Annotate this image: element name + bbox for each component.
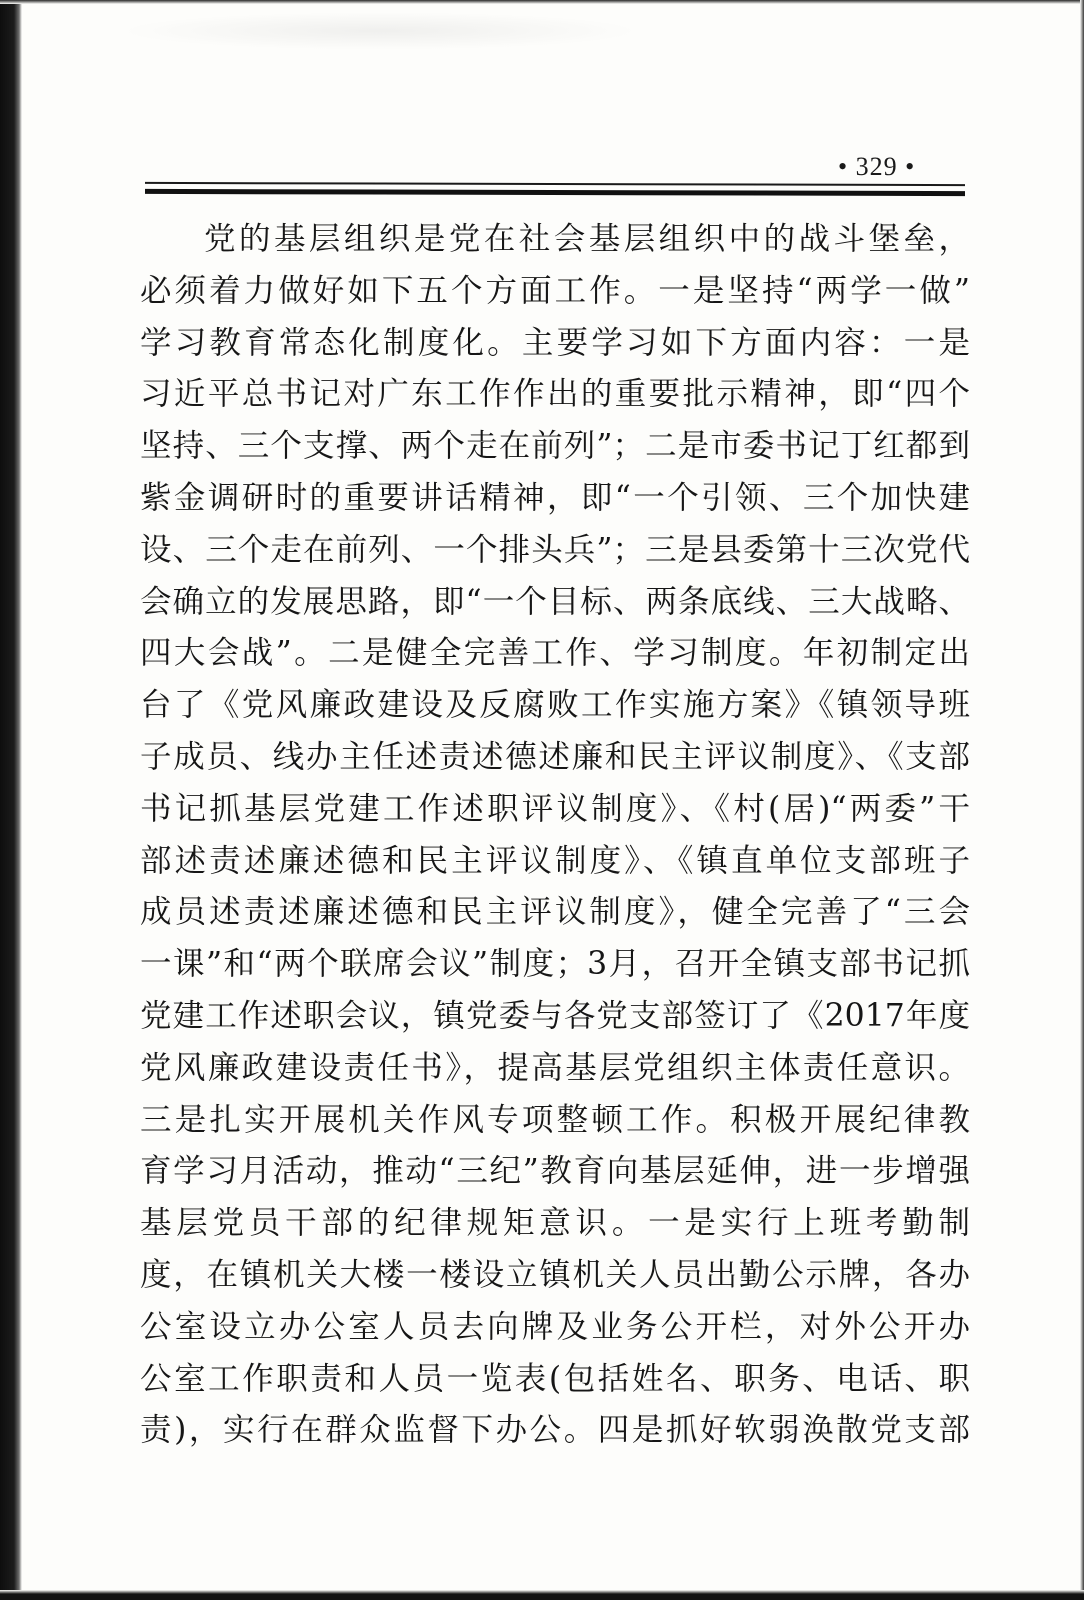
text-line: 坚持、三个支撑、两个走在前列”；二是市委书记丁红都到	[140, 428, 970, 465]
text-line: 四大会战”。二是健全完善工作、学习制度。年初制定出	[140, 635, 970, 672]
body-text	[140, 214, 970, 1457]
text-line: 公室设立办公室人员去向牌及业务公开栏，对外公开办	[140, 1308, 970, 1345]
text-line: 学习教育常态化制度化。主要学习如下方面内容：一是	[140, 324, 970, 361]
scan-right-border	[1080, 0, 1084, 1600]
scan-left-border	[0, 0, 22, 1600]
text-line: 书记抓基层党建工作述职评议制度》、《村(居)“两委”干	[140, 790, 970, 827]
text-line: 设、三个走在前列、一个排头兵”；三是县委第十三次党代	[140, 531, 970, 568]
text-line: 习近平总书记对广东工作作出的重要批示精神，即“四个	[140, 376, 970, 413]
text-line: 责)，实行在群众监督下办公。四是抓好软弱涣散党支部	[140, 1412, 970, 1449]
scan-bottom-border	[0, 1590, 1084, 1600]
text-line: 一课”和“两个联席会议”制度；3月，召开全镇支部书记抓	[140, 946, 970, 983]
text-line: 育学习月活动，推动“三纪”教育向基层延伸，进一步增强	[140, 1153, 970, 1190]
text-line: 部述责述廉述德和民主评议制度》、《镇直单位支部班子	[140, 842, 970, 879]
text-line: 度，在镇机关大楼一楼设立镇机关人员出勤公示牌，各办	[140, 1256, 970, 1293]
text-line: 会确立的发展思路，即“一个目标、两条底线、三大战略、	[140, 583, 970, 620]
text-line: 公室工作职责和人员一览表(包括姓名、职务、电话、职	[140, 1360, 970, 1397]
text-line: 党建工作述职会议，镇党委与各党支部签订了《2017年度	[140, 997, 970, 1034]
text-line: 党的基层组织是党在社会基层组织中的战斗堡垒，	[204, 221, 970, 257]
text-line: 成员述责述廉述德和民主评议制度》，健全完善了“三会	[140, 894, 970, 931]
text-line: 子成员、线办主任述责述德述廉和民主评议制度》、《支部	[140, 738, 970, 775]
text-line: 台了《党风廉政建设及反腐败工作实施方案》《镇领导班	[140, 687, 970, 724]
page-number: • 329 •	[838, 152, 916, 181]
scan-top-border	[0, 0, 1084, 4]
text-line: 紫金调研时的重要讲话精神，即“一个引领、三个加快建	[140, 479, 970, 516]
text-line: 党风廉政建设责任书》，提高基层党组织主体责任意识。	[140, 1049, 970, 1086]
header-rule-thick	[145, 189, 965, 196]
text-line: 三是扎实开展机关作风专项整顿工作。积极开展纪律教	[140, 1101, 970, 1138]
scan-smudge	[120, 12, 640, 50]
header-rule-thin	[145, 182, 965, 186]
text-line: 基层党员干部的纪律规矩意识。一是实行上班考勤制	[140, 1205, 970, 1242]
text-line: 必须着力做好如下五个方面工作。一是坚持“两学一做”	[140, 272, 970, 309]
